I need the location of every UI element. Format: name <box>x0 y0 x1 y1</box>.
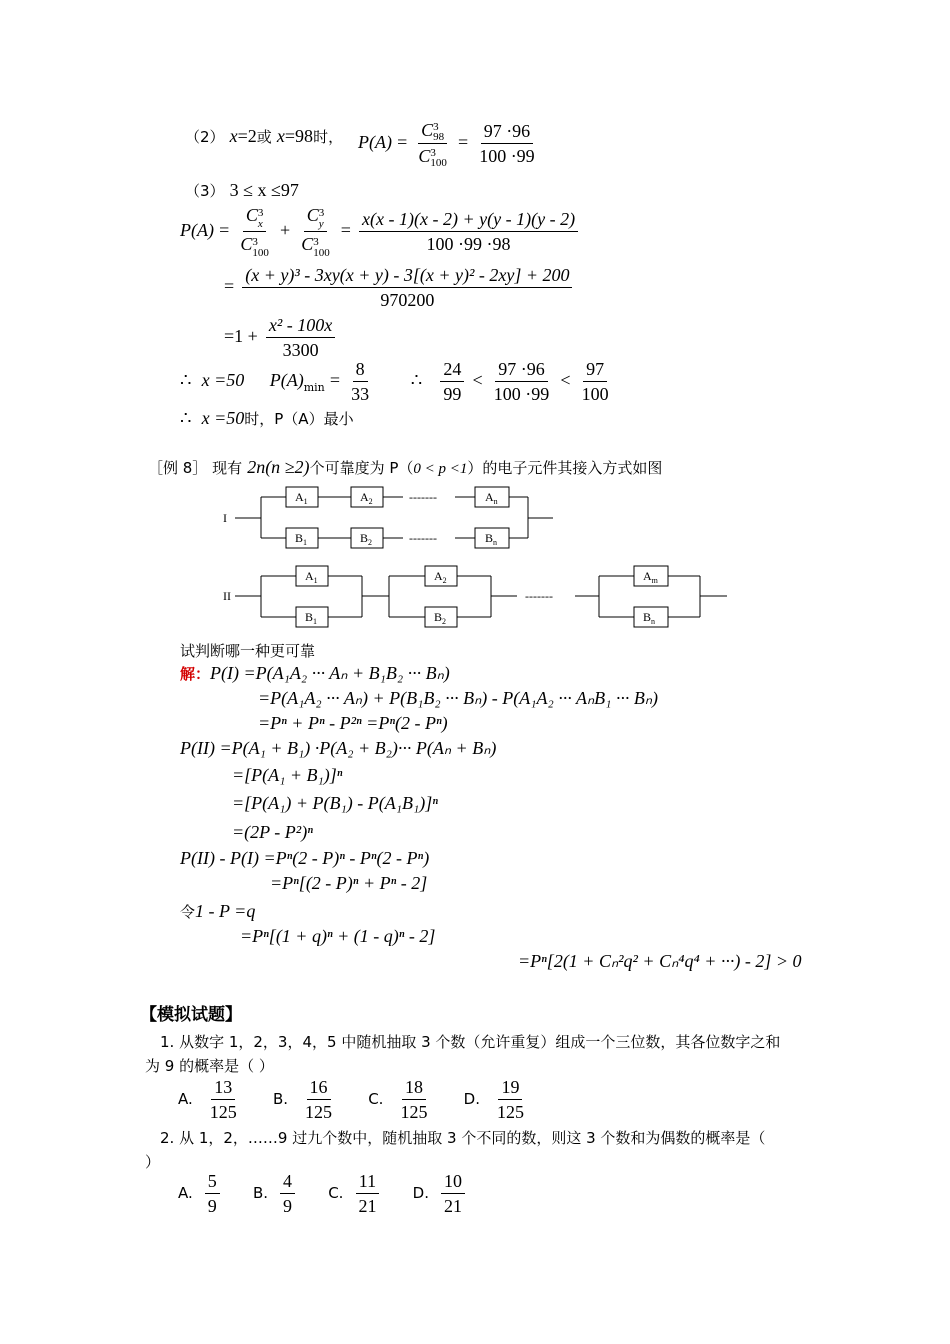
example8-label: ［例 8］ 现有 <box>148 459 243 477</box>
q1-options <box>178 1076 530 1123</box>
svg-text:-------: ------- <box>409 490 437 504</box>
part3-label: （3） <box>185 182 225 200</box>
eq3-frac-cy: C 3 y C 3 100 <box>301 205 330 259</box>
conclusion1-line: ∴ x =50 $P(A)_{min}$ = $\frac{8}{33}$ ∴ $\frac{24}{99}$ < $\frac{97 \cdot 96}{100 \cdot 99}$ < $\frac{97}{100}$ <box>180 356 615 412</box>
svg-text:A2: $A_2$ <box>360 490 373 506</box>
part2-var-a: x <box>229 126 238 146</box>
conclusion2-line: ∴ x =50时，P（A）最小 <box>180 408 354 428</box>
therefore-symbol: ∴ <box>180 370 192 390</box>
part2-when: 时， <box>313 128 344 146</box>
eq3-frac-cx: C 3 x C 3 100 <box>240 205 269 259</box>
solution-line10: 令1 - P =q <box>180 901 256 921</box>
eq3-frac5: $\frac{\text{x² - 100x}}{3300}$ <box>266 314 335 361</box>
label-ii: II <box>223 589 231 603</box>
concl1-frac2: $\frac{24}{99}$ <box>440 358 464 405</box>
eq3-line1: P(A) = C 3 x C 3 100 + C 3 y C 3 100 = $\frac{x(x - 1)(x - 2) + y(y - 1)(y - 2)}{100 \cdot 99 \cdot 98}$ <box>180 204 581 259</box>
part3-range: 3 ≤ x ≤97 <box>229 180 299 200</box>
solution-line11: =Pⁿ[(1 + q)ⁿ + (1 - q)ⁿ - 2] <box>240 926 436 946</box>
question-line <box>180 641 315 661</box>
svg-text:A1: $A_1$ <box>295 490 308 506</box>
solution-line2: =P(A₁A₂ ··· Aₙ) + P(B₁B₂ ··· Bₙ) - P(A₁A₂ ··· AₙB₁ ··· Bₙ) <box>258 688 659 708</box>
svg-text:-------: ------- <box>525 589 553 603</box>
eq-sign: = <box>397 132 408 152</box>
part2-var-b: x <box>276 126 285 146</box>
question-text: 试判断哪一种更可靠 <box>180 642 316 660</box>
q2-options <box>178 1170 468 1217</box>
part2-eq1: =2 <box>237 126 257 146</box>
concl1-frac4: $\frac{97}{100}$ <box>581 359 609 404</box>
solution-line5: =[P(A₁ + B₁)]ⁿ <box>232 765 343 785</box>
q1-option-d[interactable]: D. $\frac{19}{125}$ <box>463 1077 524 1122</box>
solution-line12: =Pⁿ[2(1 + Cₙ²q² + Cₙ⁴q⁴ + ···) - 2] > 0 <box>518 951 802 971</box>
eq3-frac3: $\frac{x(x - 1)(x - 2) + y(y - 1)(y - 2)}{100 \cdot 99 \cdot 98}$ <box>359 208 578 255</box>
part2-lhs: P(A) <box>358 132 392 152</box>
eq3-line2: = $\frac{\text{(x + y)³ - 3xy(x + y) - 3[(x + y)² - 2xy] + 200}}{970200}$ <box>224 262 575 311</box>
q2-option-c[interactable]: C. $\frac{11}{21}$ <box>328 1183 382 1202</box>
concl2-x: x =50 <box>201 408 245 428</box>
q1-line2: 为 9 的概率是（ ） <box>145 1057 274 1075</box>
solution-line8: P(II) - P(I) =Pⁿ(2 - P)ⁿ - Pⁿ(2 - Pⁿ) <box>180 848 430 868</box>
svg-text:An: $A_n$ <box>485 490 498 506</box>
solution-line6: =[P(A₁) + P(B₁) - P(A₁B₁)]ⁿ <box>232 793 438 813</box>
concl1-pmin: P(A) <box>269 370 304 390</box>
example8-line <box>148 457 662 479</box>
solution-line7: =(2P - P²)ⁿ <box>232 822 313 842</box>
svg-text:Am: $A_m$ <box>643 569 658 585</box>
concl1-frac: $\frac{8}{33}$ <box>351 359 370 404</box>
part2-frac1: C 3 98 C 3 100 <box>418 120 447 169</box>
example8-cond: 0 < p <1 <box>413 461 468 477</box>
example8-mid: 个可靠度为 P（ <box>309 459 414 477</box>
q2-line2: ） <box>145 1153 161 1171</box>
eq3-line3: =1 + $\frac{\text{x² - 100x}}{3300}$ <box>224 312 338 361</box>
q1-option-b[interactable]: B. $\frac{16}{125}$ <box>272 1077 333 1122</box>
example8-expr: 2n(n ≥2) <box>247 457 310 477</box>
q1-line1: 1. 从数字 1，2，3，4，5 中随机抽取 3 个数（允许重复）组成一个三位数，其各位数字之和 <box>160 1033 781 1051</box>
eq3-lhs: P(A) <box>180 220 214 240</box>
solution-label: 解： <box>180 665 211 683</box>
part2-line <box>185 126 343 147</box>
svg-text:-------: ------- <box>409 531 437 545</box>
part2-or: 或 <box>256 128 272 146</box>
eq3-frac4: $\frac{\text{(x + y)³ - 3xy(x + y) - 3[(x + y)² - 2xy] + 200}}{970200}$ <box>242 264 572 311</box>
concl1-x: x =50 <box>201 370 245 390</box>
svg-text:B2: $B_2$ <box>360 531 373 547</box>
q2-option-b[interactable]: B. $\frac{4}{9}$ <box>253 1183 298 1202</box>
q1-option-a[interactable]: A. $\frac{13}{125}$ <box>178 1077 237 1122</box>
concl1-frac3: $\frac{97 \cdot 96}{100 \cdot 99}$ <box>493 359 550 404</box>
part3-line <box>185 180 299 201</box>
svg-text:Bn: $B_n$ <box>643 610 656 626</box>
q2-option-d[interactable]: D. $\frac{10}{21}$ <box>413 1183 468 1202</box>
circuit-diagram <box>215 480 745 640</box>
solution-line3: =Pⁿ + Pⁿ - P²ⁿ =Pⁿ(2 - Pⁿ) <box>258 713 448 733</box>
svg-text:B1: $B_1$ <box>295 531 308 547</box>
label-i: I <box>223 511 227 525</box>
concl2-text: 时，P（A）最小 <box>244 410 354 428</box>
part2-formula: P(A) = C 3 98 C 3 100 = $\frac{97 \cdot 96}{100 \cdot 99}$ <box>358 118 541 168</box>
svg-text:A1: $A_1$ <box>305 569 318 585</box>
part2-eq2: =98 <box>284 126 314 146</box>
q2-line1: 2. 从 1，2，……9 过九个数中，随机抽取 3 个不同的数，则这 3 个数和为偶数的概率是（ <box>160 1129 766 1147</box>
svg-text:Bn: $B_n$ <box>485 531 498 547</box>
part2-label: （2） <box>185 128 225 146</box>
solution-line1: 解：P(I) =P(A₁A₂ ··· Aₙ + B₁B₂ ··· Bₙ) <box>180 663 450 683</box>
svg-text:B2: $B_2$ <box>434 610 447 626</box>
svg-text:B1: $B_1$ <box>305 610 318 626</box>
solution-line9: =Pⁿ[(2 - P)ⁿ + Pⁿ - 2] <box>270 873 428 893</box>
solution-line4: P(II) =P(A₁ + B₁) ·P(A₂ + B₂)··· P(Aₙ + Bₙ) <box>180 738 497 758</box>
q2-option-a[interactable]: A. $\frac{5}{9}$ <box>178 1183 223 1202</box>
mock-title: 【模拟试题】 <box>140 1005 242 1025</box>
part2-frac2: $\frac{97 \cdot 96}{100 \cdot 99}$ <box>479 121 535 166</box>
example8-end: ）的电子元件其接入方式如图 <box>467 459 663 477</box>
svg-text:A2: $A_2$ <box>434 569 447 585</box>
q1-option-c[interactable]: C. $\frac{18}{125}$ <box>368 1077 428 1122</box>
